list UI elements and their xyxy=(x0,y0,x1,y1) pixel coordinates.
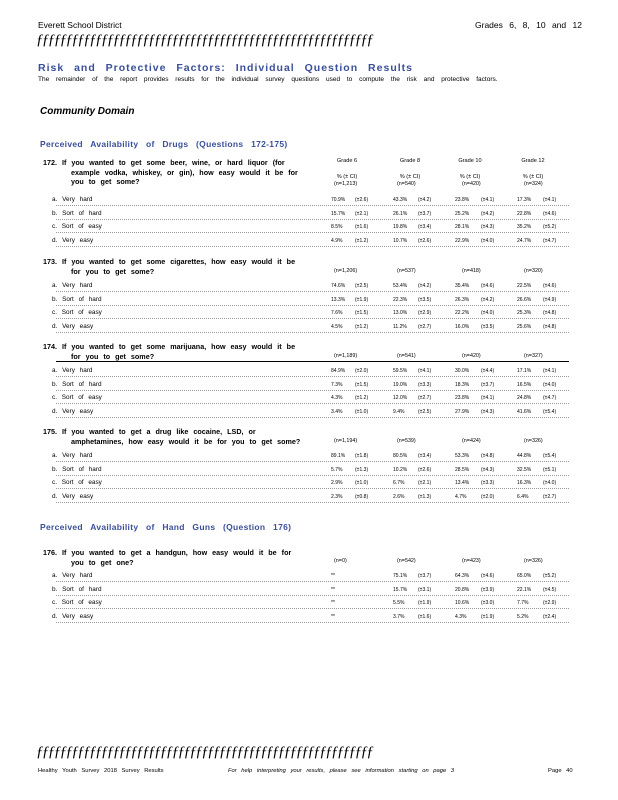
percent-value: 25.3% xyxy=(517,310,532,316)
confidence-interval: (±1.5) xyxy=(355,381,369,388)
confidence-interval: (±4.2) xyxy=(418,283,432,289)
confidence-interval: (±1.5) xyxy=(355,310,369,316)
answer-option-label: b. Sort of hard xyxy=(52,465,102,473)
confidence-interval: (±4.5) xyxy=(543,586,557,593)
confidence-interval: (±1.3) xyxy=(418,493,432,500)
percent-value: 24.8% xyxy=(517,395,532,401)
grade-12-label: Grade 12 xyxy=(521,158,545,164)
row-divider xyxy=(56,318,569,319)
percent-value: 4.7% xyxy=(455,493,467,500)
percent-value: 7.6% xyxy=(331,310,343,316)
question-line: 174. If you wanted to get some marijuana, how easy would it be xyxy=(43,342,296,351)
confidence-interval: (±2.0) xyxy=(481,493,495,500)
percent-value: 80.5% xyxy=(393,453,408,459)
percent-value: 70.9% xyxy=(331,197,346,203)
percent-value: 44.8% xyxy=(517,453,532,459)
answer-option-label: d. Very easy xyxy=(52,492,94,500)
percent-value: 19.8% xyxy=(393,224,408,230)
confidence-interval: (±3.4) xyxy=(418,224,432,230)
percent-value: 16.3% xyxy=(517,480,532,486)
percent-value: 3.4% xyxy=(331,408,343,415)
confidence-interval: (±4.6) xyxy=(543,210,557,217)
percent-value: 3.7% xyxy=(393,613,405,620)
question-line: for you to get some? xyxy=(71,351,155,361)
section-heading-drugs: Perceived Availability of Drugs (Questions 172-175) xyxy=(40,139,288,149)
confidence-interval: (±1.9) xyxy=(355,296,369,303)
question-text xyxy=(43,427,323,446)
row-divider xyxy=(56,291,569,292)
sample-size: (n=327) xyxy=(524,353,543,359)
confidence-interval: (±2.6) xyxy=(355,197,369,203)
percent-value: 4.5% xyxy=(331,323,343,330)
percent-value: 35.4% xyxy=(455,283,470,289)
confidence-interval: (±1.3) xyxy=(355,466,369,473)
pct-ci-label: % (± CI) xyxy=(459,174,481,180)
answer-option-label: b. Sort of hard xyxy=(52,295,102,303)
percent-value: 27.9% xyxy=(455,408,470,415)
confidence-interval: (±3.7) xyxy=(481,381,495,388)
confidence-interval: (±3.7) xyxy=(418,573,432,579)
row-divider xyxy=(56,232,569,233)
confidence-interval: (±3.3) xyxy=(481,480,495,486)
grade-10-label: Grade 10 xyxy=(458,158,482,164)
confidence-interval: (±1.0) xyxy=(355,408,369,415)
row-divider xyxy=(56,219,569,220)
bottom-rule: ƒƒƒƒƒƒƒƒƒƒƒƒƒƒƒƒƒƒƒƒƒƒƒƒƒƒƒƒƒƒƒƒƒƒƒƒƒƒƒƒƒƒƒƒƒƒƒƒƒƒƒƒƒƒƒƒƒ xyxy=(36,744,373,760)
answer-option-label: a. Very hard xyxy=(52,452,93,459)
percent-value: 5.7% xyxy=(331,466,343,473)
confidence-interval: (±4.1) xyxy=(543,368,557,374)
percent-value: ** xyxy=(331,573,335,579)
percent-value: ** xyxy=(331,586,335,593)
confidence-interval: (±3.3) xyxy=(418,381,432,388)
confidence-interval: (±4.3) xyxy=(481,224,495,230)
confidence-interval: (±2.1) xyxy=(355,210,369,217)
confidence-interval: (±4.2) xyxy=(481,296,495,303)
confidence-interval: (±5.1) xyxy=(543,466,557,473)
sample-size: (n=540) xyxy=(397,181,416,187)
percent-value: 4.3% xyxy=(331,395,343,401)
confidence-interval: (±4.0) xyxy=(543,480,557,486)
confidence-interval: (±4.2) xyxy=(481,210,495,217)
sample-size: (n=324) xyxy=(524,181,543,187)
sample-size: (n=418) xyxy=(462,268,481,274)
row-divider xyxy=(56,305,569,306)
row-divider xyxy=(56,403,569,404)
answer-option-label: b. Sort of hard xyxy=(52,380,102,388)
percent-value: 10.2% xyxy=(393,466,408,473)
percent-value: 22.1% xyxy=(517,586,532,593)
confidence-interval: (±2.9) xyxy=(543,600,557,606)
confidence-interval: (±2.4) xyxy=(543,613,557,620)
confidence-interval: (±3.7) xyxy=(418,210,432,217)
row-divider xyxy=(56,332,569,333)
sample-size: (n=539) xyxy=(397,438,416,444)
confidence-interval: (±4.9) xyxy=(543,296,557,303)
sample-size: (n=1,194) xyxy=(334,438,358,444)
confidence-interval: (±2.6) xyxy=(418,466,432,473)
percent-value: 16.5% xyxy=(517,381,532,388)
sample-size: (n=1,206) xyxy=(334,268,358,274)
row-divider xyxy=(56,608,569,609)
confidence-interval: (±4.6) xyxy=(481,573,495,579)
sample-size: (n=537) xyxy=(397,268,416,274)
percent-value: 17.3% xyxy=(517,197,532,203)
percent-value: 74.6% xyxy=(331,283,346,289)
percent-value: 2.3% xyxy=(331,493,343,500)
confidence-interval: (±4.0) xyxy=(481,310,495,316)
confidence-interval: (±5.4) xyxy=(543,453,557,459)
confidence-interval: (±1.6) xyxy=(418,613,432,620)
sample-size: (n=1,213) xyxy=(334,181,358,187)
percent-value: 59.5% xyxy=(393,368,408,374)
percent-value: 41.6% xyxy=(517,408,532,415)
grade-6-label: Grade 6 xyxy=(336,158,358,164)
pct-ci-label: % (± CI) xyxy=(336,174,358,180)
percent-value: 16.0% xyxy=(455,323,470,330)
confidence-interval: (±4.7) xyxy=(543,237,557,244)
percent-value: 15.7% xyxy=(393,586,408,593)
percent-value: 22.9% xyxy=(455,237,470,244)
percent-value: 15.7% xyxy=(331,210,346,217)
answer-option-label: d. Very easy xyxy=(52,612,94,620)
question-text xyxy=(43,257,323,276)
percent-value: 6.7% xyxy=(393,480,405,486)
percent-value: 65.0% xyxy=(517,573,532,579)
percent-value: 23.8% xyxy=(455,197,470,203)
pct-ci-label: % (± CI) xyxy=(522,174,544,180)
confidence-interval: (±1.0) xyxy=(355,480,369,486)
percent-value: 25.6% xyxy=(517,323,532,330)
confidence-interval: (±3.1) xyxy=(418,586,432,593)
question-text xyxy=(43,548,323,567)
confidence-interval: (±1.9) xyxy=(418,600,432,606)
answer-option-label: d. Very easy xyxy=(52,236,94,244)
section-heading-handguns: Perceived Availability of Hand Guns (Question 176) xyxy=(40,522,292,532)
confidence-interval: (±4.8) xyxy=(481,453,495,459)
confidence-interval: (±3.9) xyxy=(481,586,495,593)
percent-value: 22.3% xyxy=(393,296,408,303)
sample-size: (n=1,189) xyxy=(334,353,358,359)
sample-size: (n=420) xyxy=(462,181,481,187)
percent-value: 13.3% xyxy=(331,296,346,303)
sample-size: (n=424) xyxy=(462,438,481,444)
answer-option-label: c. Sort of easy xyxy=(52,394,102,401)
intro-text: The remainder of the report provides results for the individual survey questions used to compute the risk and protective factors. xyxy=(38,76,498,83)
row-divider xyxy=(56,475,569,476)
answer-option-label: a. Very hard xyxy=(52,196,93,203)
percent-value: 32.5% xyxy=(517,466,532,473)
row-divider xyxy=(56,461,569,462)
percent-value: 10.7% xyxy=(393,237,408,244)
answer-option-label: a. Very hard xyxy=(52,282,93,289)
confidence-interval: (±4.3) xyxy=(481,408,495,415)
confidence-interval: (±1.6) xyxy=(355,224,369,230)
confidence-interval: (±4.7) xyxy=(543,395,557,401)
percent-value: 6.4% xyxy=(517,493,529,500)
sample-size: (n=326) xyxy=(524,438,543,444)
confidence-interval: (±4.1) xyxy=(418,368,432,374)
percent-value: 12.0% xyxy=(393,395,408,401)
percent-value: 18.3% xyxy=(455,381,470,388)
percent-value: 22.5% xyxy=(517,283,532,289)
percent-value: ** xyxy=(331,613,335,620)
confidence-interval: (±2.0) xyxy=(355,368,369,374)
domain-heading: Community Domain xyxy=(40,106,135,117)
sample-size: (n=542) xyxy=(397,558,416,564)
answer-option-label: c. Sort of easy xyxy=(52,223,102,230)
percent-value: 75.1% xyxy=(393,573,408,579)
confidence-interval: (±4.2) xyxy=(418,197,432,203)
footer-survey-name: Healthy Youth Survey 2018 Survey Results xyxy=(38,768,164,774)
sample-size: (n=0) xyxy=(334,558,347,564)
percent-value: 25.2% xyxy=(455,210,470,217)
percent-value: 19.0% xyxy=(393,381,408,388)
row-divider xyxy=(56,488,569,489)
confidence-interval: (±1.2) xyxy=(355,237,369,244)
row-divider xyxy=(56,390,569,391)
percent-value: 23.8% xyxy=(455,395,470,401)
percent-value: 64.3% xyxy=(455,573,470,579)
answer-option-label: c. Sort of easy xyxy=(52,479,102,486)
confidence-interval: (±1.2) xyxy=(355,395,369,401)
percent-value: 5.5% xyxy=(393,600,405,606)
sample-size: (n=420) xyxy=(462,353,481,359)
percent-value: 30.0% xyxy=(455,368,470,374)
confidence-interval: (±4.4) xyxy=(481,368,495,374)
grade-8-label: Grade 8 xyxy=(399,158,421,164)
question-line: example vodka, whiskey, or gin), how easy would it be for xyxy=(71,167,298,177)
confidence-interval: (±0.8) xyxy=(355,493,369,500)
percent-value: ** xyxy=(331,600,335,606)
confidence-interval: (±2.9) xyxy=(418,310,432,316)
percent-value: 53.4% xyxy=(393,283,408,289)
percent-value: 53.3% xyxy=(455,453,470,459)
row-divider xyxy=(56,205,569,206)
percent-value: 7.3% xyxy=(331,381,343,388)
percent-value: 43.3% xyxy=(393,197,408,203)
row-divider xyxy=(56,376,569,377)
confidence-interval: (±3.4) xyxy=(418,453,432,459)
percent-value: 4.9% xyxy=(331,237,343,244)
question-line: 172. If you wanted to get some beer, wine, or hard liquor (for xyxy=(43,158,285,167)
grades-label: Grades 6, 8, 10 and 12 xyxy=(475,20,582,30)
sample-size: (n=423) xyxy=(462,558,481,564)
percent-value: 8.5% xyxy=(331,224,343,230)
percent-value: 84.9% xyxy=(331,368,346,374)
confidence-interval: (±4.6) xyxy=(481,283,495,289)
percent-value: 26.1% xyxy=(393,210,408,217)
confidence-interval: (±4.0) xyxy=(481,237,495,244)
answer-option-label: c. Sort of easy xyxy=(52,309,102,316)
confidence-interval: (±2.1) xyxy=(418,480,432,486)
row-divider xyxy=(56,581,569,582)
percent-value: 28.1% xyxy=(455,224,470,230)
percent-value: 28.5% xyxy=(455,466,470,473)
percent-value: 13.0% xyxy=(393,310,408,316)
confidence-interval: (±2.5) xyxy=(418,408,432,415)
pct-ci-label: % (± CI) xyxy=(399,174,421,180)
question-line: you to get some? xyxy=(71,177,140,186)
confidence-interval: (±2.7) xyxy=(418,395,432,401)
confidence-interval: (±5.4) xyxy=(543,408,557,415)
row-divider xyxy=(56,595,569,596)
row-divider xyxy=(56,622,569,623)
percent-value: 35.2% xyxy=(517,224,532,230)
sample-size: (n=541) xyxy=(397,353,416,359)
question-line: for you to get some? xyxy=(71,266,155,276)
percent-value: 11.2% xyxy=(393,323,407,330)
confidence-interval: (±1.9) xyxy=(481,613,495,620)
confidence-interval: (±4.8) xyxy=(543,323,557,330)
percent-value: 4.3% xyxy=(455,613,467,620)
confidence-interval: (±4.3) xyxy=(481,466,495,473)
confidence-interval: (±5.2) xyxy=(543,573,557,579)
confidence-interval: (±3.5) xyxy=(481,323,495,330)
row-divider xyxy=(56,417,569,418)
confidence-interval: (±1.2) xyxy=(355,323,369,330)
answer-option-label: a. Very hard xyxy=(52,367,93,374)
answer-option-label: d. Very easy xyxy=(52,322,94,330)
confidence-interval: (±2.7) xyxy=(543,493,557,500)
footer-page-number: Page 40 xyxy=(548,768,573,774)
percent-value: 24.7% xyxy=(517,237,532,244)
percent-value: 17.1% xyxy=(517,368,532,374)
confidence-interval: (±3.0) xyxy=(481,600,495,606)
confidence-interval: (±1.8) xyxy=(355,453,369,459)
confidence-interval: (±4.1) xyxy=(481,395,495,401)
row-divider xyxy=(56,502,569,503)
percent-value: 2.9% xyxy=(331,480,343,486)
confidence-interval: (±5.2) xyxy=(543,224,557,230)
question-line: 175. If you wanted to get a drug like cocaine, LSD, or xyxy=(43,427,256,436)
confidence-interval: (±2.6) xyxy=(418,237,432,244)
answer-option-label: d. Very easy xyxy=(52,407,94,415)
divider xyxy=(56,361,569,362)
question-text xyxy=(43,342,323,361)
percent-value: 9.4% xyxy=(393,408,405,415)
percent-value: 7.7% xyxy=(517,600,529,606)
percent-value: 10.6% xyxy=(455,600,470,606)
confidence-interval: (±3.5) xyxy=(418,296,432,303)
confidence-interval: (±4.1) xyxy=(543,197,557,203)
question-line: amphetamines, how easy would it be for you to get some? xyxy=(71,436,301,446)
top-rule: ƒƒƒƒƒƒƒƒƒƒƒƒƒƒƒƒƒƒƒƒƒƒƒƒƒƒƒƒƒƒƒƒƒƒƒƒƒƒƒƒƒƒƒƒƒƒƒƒƒƒƒƒƒƒƒƒƒ xyxy=(36,32,373,48)
answer-option-label: b. Sort of hard xyxy=(52,585,102,593)
sample-size: (n=326) xyxy=(524,558,543,564)
confidence-interval: (±4.1) xyxy=(481,197,495,203)
page-title: Risk and Protective Factors: Individual Question Results xyxy=(38,62,413,74)
percent-value: 26.3% xyxy=(455,296,470,303)
percent-value: 13.4% xyxy=(455,480,470,486)
answer-option-label: b. Sort of hard xyxy=(52,209,102,217)
question-line: 173. If you wanted to get some cigarettes, how easy would it be xyxy=(43,257,296,266)
question-line: 176. If you wanted to get a handgun, how easy would it be for xyxy=(43,548,292,557)
footer-help-text: For help interpreting your results, please see information starting on page 3 xyxy=(228,768,455,774)
percent-value: 2.6% xyxy=(393,493,405,500)
percent-value: 20.8% xyxy=(455,586,470,593)
answer-option-label: c. Sort of easy xyxy=(52,599,102,606)
percent-value: 5.2% xyxy=(517,613,529,620)
percent-value: 22.8% xyxy=(517,210,532,217)
question-line: you to get one? xyxy=(71,557,134,567)
confidence-interval: (±4.8) xyxy=(543,310,557,316)
question-text xyxy=(43,158,323,187)
confidence-interval: (±2.7) xyxy=(418,323,432,330)
confidence-interval: (±4.6) xyxy=(543,283,557,289)
percent-value: 89.1% xyxy=(331,453,346,459)
sample-size: (n=320) xyxy=(524,268,543,274)
percent-value: 26.6% xyxy=(517,296,532,303)
percent-value: 22.2% xyxy=(455,310,470,316)
district-name: Everett School District xyxy=(38,20,122,30)
confidence-interval: (±4.0) xyxy=(543,381,557,388)
row-divider xyxy=(56,246,569,247)
answer-option-label: a. Very hard xyxy=(52,572,93,579)
confidence-interval: (±2.5) xyxy=(355,283,369,289)
